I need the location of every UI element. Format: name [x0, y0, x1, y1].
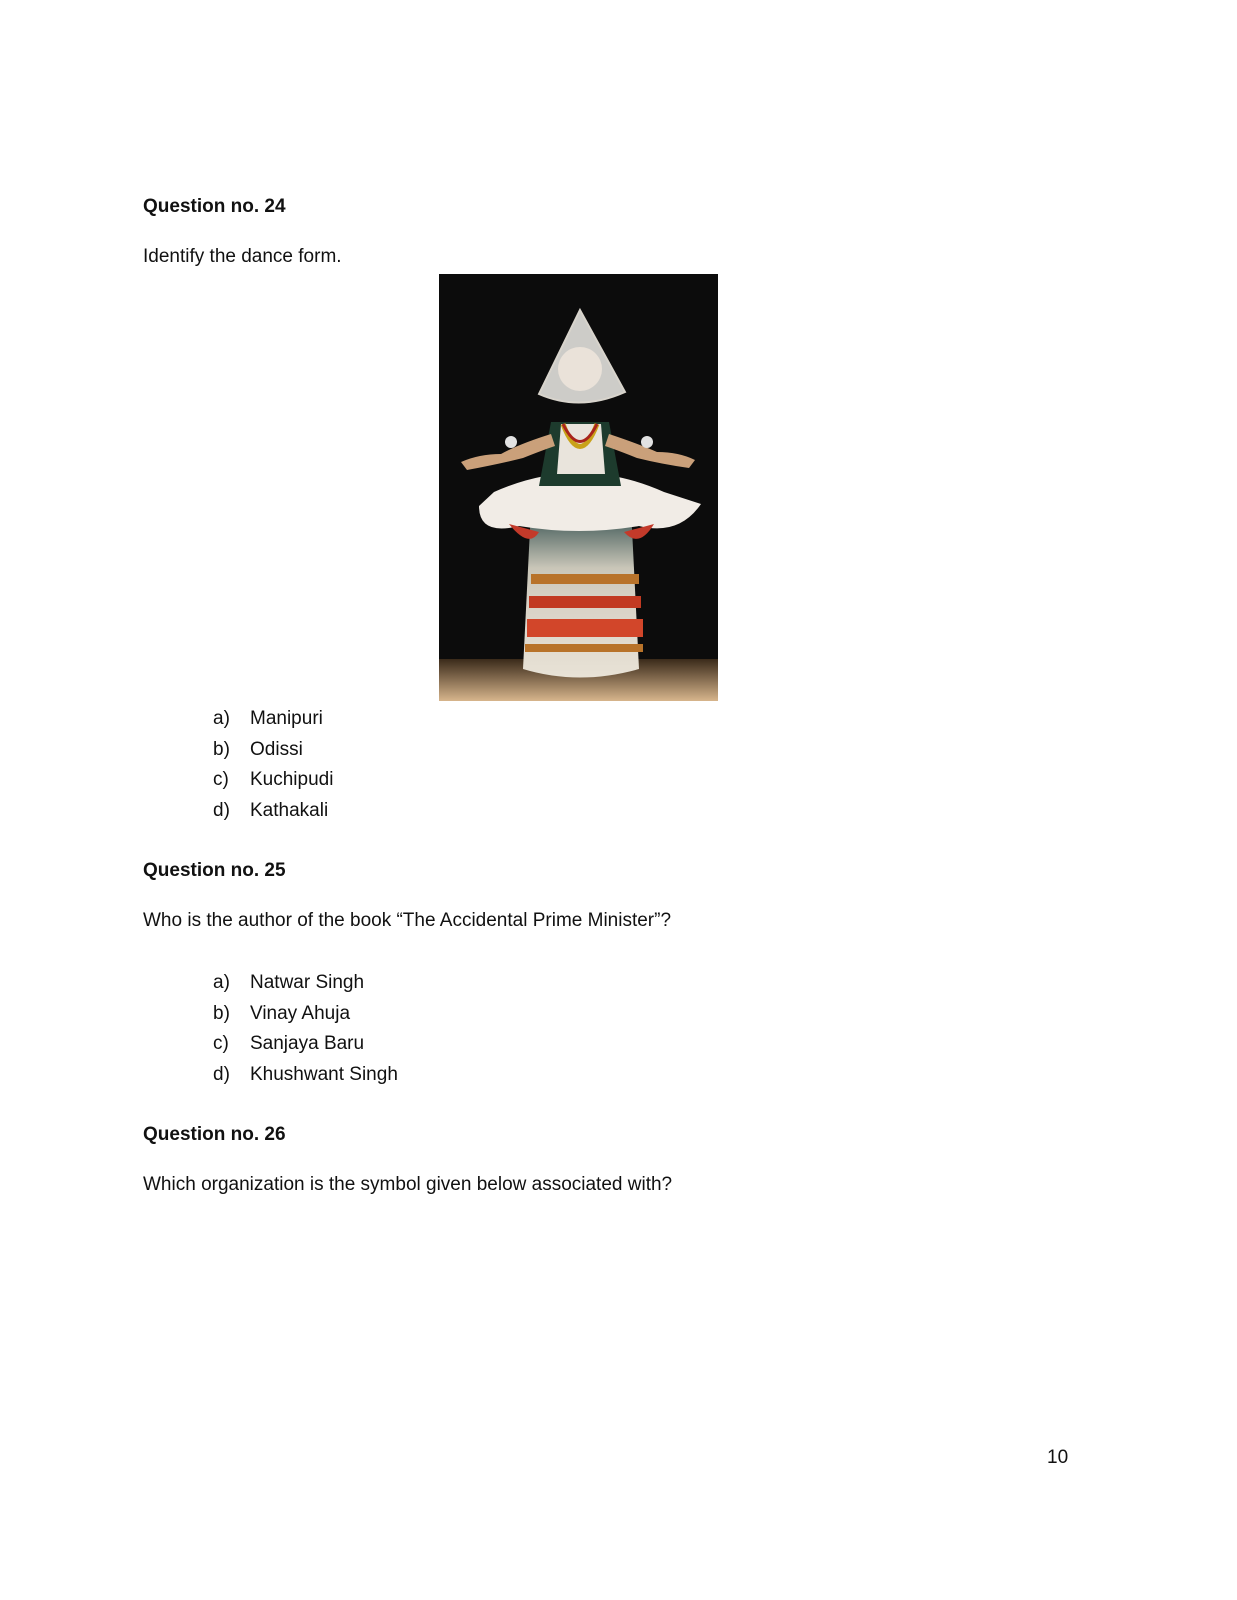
- question-26-heading: Question no. 26: [143, 1124, 286, 1145]
- option-d[interactable]: [213, 1063, 398, 1094]
- dancer-photo: [439, 274, 718, 701]
- option-letter: c): [213, 1033, 229, 1055]
- option-c[interactable]: [213, 1032, 398, 1063]
- option-letter: b): [213, 738, 230, 760]
- page-number: 10: [1047, 1447, 1069, 1468]
- question-24-options: [213, 707, 333, 830]
- question-26-text: Which organization is the symbol given below associated with?: [143, 1174, 673, 1195]
- option-b[interactable]: [213, 738, 333, 769]
- option-label: Kuchipudi: [250, 769, 334, 791]
- option-letter: b): [213, 1002, 230, 1024]
- option-letter: c): [213, 769, 229, 791]
- option-label: Kathakali: [250, 800, 329, 822]
- option-label: Sanjaya Baru: [250, 1033, 365, 1055]
- option-letter: d): [213, 800, 230, 822]
- question-24-heading: Question no. 24: [143, 196, 286, 217]
- option-letter: a): [213, 708, 230, 729]
- question-25-text: Who is the author of the book “The Accidental Prime Minister”?: [143, 910, 672, 931]
- option-c[interactable]: [213, 768, 333, 799]
- question-25-options: [213, 971, 398, 1094]
- question-24-text: Identify the dance form.: [143, 246, 342, 267]
- option-a[interactable]: [213, 707, 333, 738]
- option-letter: a): [213, 972, 230, 993]
- option-label: Manipuri: [250, 708, 323, 729]
- option-label: Natwar Singh: [250, 972, 365, 993]
- option-label: Vinay Ahuja: [250, 1002, 351, 1024]
- option-b[interactable]: [213, 1002, 398, 1033]
- question-25-heading: Question no. 25: [143, 860, 286, 881]
- option-a[interactable]: [213, 971, 398, 1002]
- option-label: Khushwant Singh: [250, 1064, 398, 1086]
- option-label: Odissi: [250, 738, 303, 760]
- option-d[interactable]: [213, 799, 333, 830]
- option-letter: d): [213, 1064, 230, 1086]
